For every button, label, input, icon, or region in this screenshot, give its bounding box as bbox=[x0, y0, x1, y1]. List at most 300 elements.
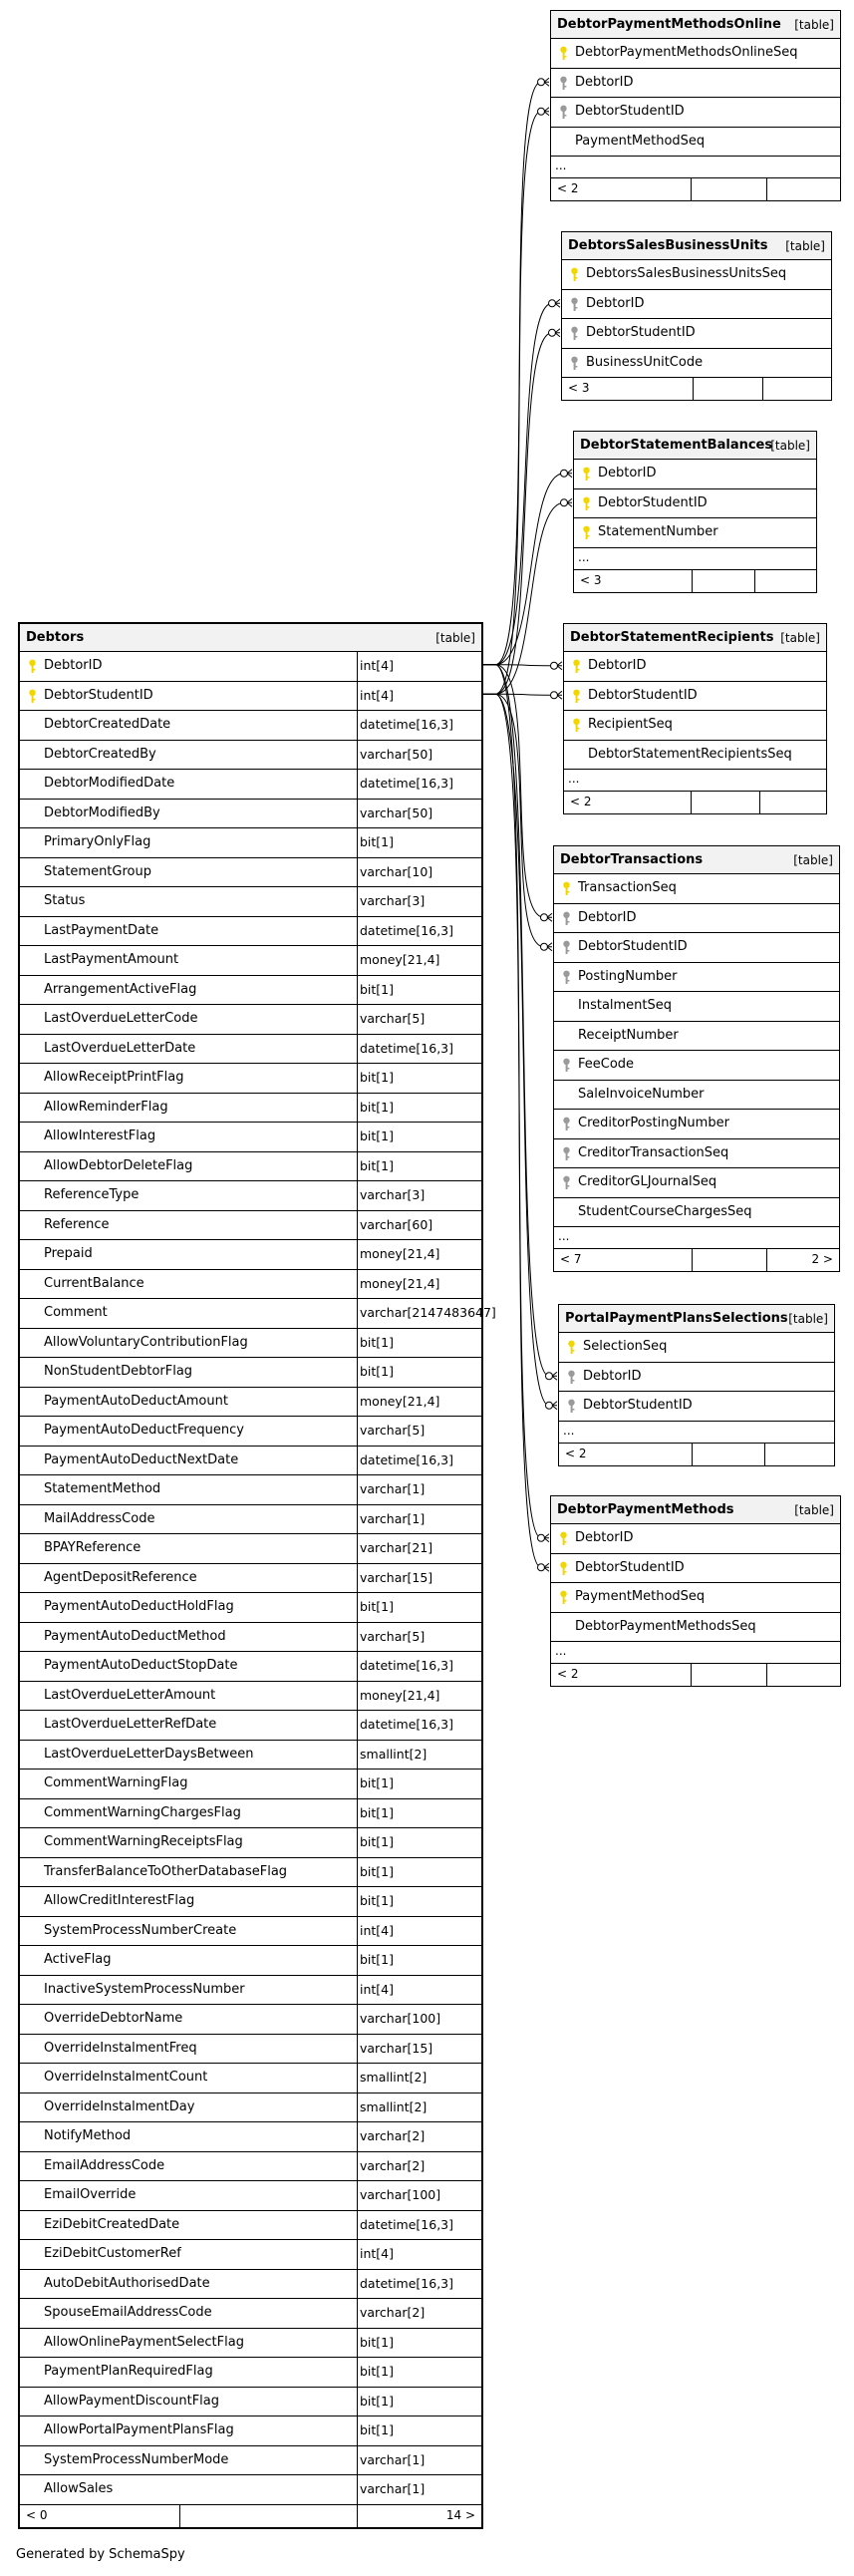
table-row[interactable] bbox=[20, 858, 481, 888]
column-divider bbox=[357, 1799, 358, 1828]
table-row[interactable] bbox=[554, 1081, 839, 1111]
column-divider bbox=[357, 1976, 358, 2005]
table-header bbox=[554, 846, 839, 874]
table-row[interactable] bbox=[20, 1976, 481, 2006]
table-row[interactable] bbox=[551, 1554, 840, 1584]
column-name: ActiveFlag bbox=[44, 1952, 112, 1967]
table-row[interactable] bbox=[20, 711, 481, 741]
column-divider bbox=[357, 1593, 358, 1622]
column-name: OverrideInstalmentFreq bbox=[44, 2040, 197, 2056]
column-divider bbox=[357, 770, 358, 799]
table-debtor-statement-balances[interactable] bbox=[573, 431, 817, 593]
table-row[interactable] bbox=[554, 1168, 839, 1198]
column-divider bbox=[357, 1270, 358, 1299]
more-columns-row bbox=[551, 1642, 840, 1664]
column-type: int[4] bbox=[360, 687, 395, 703]
table-row[interactable] bbox=[20, 1858, 481, 1888]
footer-left-count: < 2 bbox=[557, 181, 579, 195]
column-divider bbox=[357, 1417, 358, 1446]
column-name: DebtorStatementRecipientsSeq bbox=[588, 746, 792, 762]
column-type: varchar[15] bbox=[360, 1569, 433, 1585]
column-name: CreditorGLJournalSeq bbox=[578, 1174, 717, 1189]
column-divider bbox=[357, 2416, 358, 2445]
foreign-key-icon bbox=[562, 1146, 571, 1161]
table-row[interactable] bbox=[551, 98, 840, 128]
column-type: varchar[100] bbox=[360, 2187, 441, 2202]
column-name: NotifyMethod bbox=[44, 2128, 132, 2143]
primary-key-icon bbox=[28, 689, 37, 704]
column-name: ReceiptNumber bbox=[578, 1027, 679, 1043]
column-divider bbox=[357, 1887, 358, 1916]
table-row[interactable] bbox=[554, 904, 839, 934]
table-type-label: [table] bbox=[793, 853, 833, 867]
column-type: bit[1] bbox=[360, 1070, 395, 1085]
column-name: TransferBalanceToOtherDatabaseFlag bbox=[44, 1863, 288, 1879]
footer-left-count: < 2 bbox=[570, 795, 592, 808]
table-row[interactable] bbox=[20, 800, 481, 829]
table-row[interactable] bbox=[551, 1613, 840, 1643]
table-type-label: [table] bbox=[794, 1503, 834, 1517]
column-name: CommentWarningFlag bbox=[44, 1775, 188, 1790]
table-row[interactable] bbox=[554, 1139, 839, 1169]
table-row[interactable] bbox=[554, 992, 839, 1022]
column-type: money[21,4] bbox=[360, 1393, 440, 1409]
table-row[interactable] bbox=[551, 39, 840, 69]
table-row[interactable] bbox=[20, 1741, 481, 1771]
column-type: smallint[2] bbox=[360, 2070, 427, 2085]
column-type: datetime[16,3] bbox=[360, 2275, 454, 2291]
table-row[interactable] bbox=[20, 1240, 481, 1270]
column-divider bbox=[357, 887, 358, 916]
table-row[interactable] bbox=[551, 1524, 840, 1554]
table-row[interactable] bbox=[559, 1363, 834, 1393]
column-name: AllowPortalPaymentPlansFlag bbox=[44, 2422, 234, 2437]
column-divider bbox=[357, 976, 358, 1005]
table-debtor-payment-methods[interactable] bbox=[550, 1495, 841, 1687]
table-row[interactable] bbox=[20, 652, 481, 682]
column-type: bit[1] bbox=[360, 1157, 395, 1173]
column-divider bbox=[357, 682, 358, 711]
foreign-key-icon bbox=[559, 105, 568, 120]
table-row[interactable] bbox=[20, 2093, 481, 2123]
column-name: PaymentAutoDeductNextDate bbox=[44, 1451, 239, 1467]
column-name: DebtorID bbox=[575, 74, 634, 90]
primary-key-icon bbox=[567, 1340, 576, 1355]
column-type: bit[1] bbox=[360, 1834, 395, 1849]
column-type: int[4] bbox=[360, 2246, 395, 2261]
footer-divider bbox=[754, 570, 755, 592]
column-divider bbox=[357, 2446, 358, 2475]
table-row[interactable] bbox=[20, 1329, 481, 1359]
footer-divider bbox=[179, 2505, 180, 2527]
table-type-label: [table] bbox=[788, 1312, 828, 1326]
column-name: DebtorID bbox=[586, 295, 645, 311]
table-row[interactable] bbox=[20, 1917, 481, 1947]
table-row[interactable] bbox=[551, 69, 840, 99]
foreign-key-icon bbox=[562, 1175, 571, 1190]
table-row[interactable] bbox=[20, 1475, 481, 1505]
table-row[interactable] bbox=[574, 460, 816, 489]
table-row[interactable] bbox=[20, 1152, 481, 1182]
column-name: DebtorStudentID bbox=[598, 494, 708, 510]
table-row[interactable] bbox=[20, 2270, 481, 2300]
primary-key-icon bbox=[582, 525, 591, 540]
column-name: EmailOverride bbox=[44, 2187, 137, 2202]
footer-left-count: < 7 bbox=[560, 1252, 582, 1266]
column-name: EziDebitCustomerRef bbox=[44, 2246, 181, 2261]
column-divider bbox=[357, 2270, 358, 2299]
column-name: DebtorStudentID bbox=[578, 939, 688, 954]
table-row[interactable] bbox=[20, 887, 481, 917]
footer-divider bbox=[766, 1664, 767, 1686]
column-divider bbox=[357, 1240, 358, 1269]
column-type: int[4] bbox=[360, 1922, 395, 1938]
table-row[interactable] bbox=[554, 1110, 839, 1139]
table-row[interactable] bbox=[20, 1623, 481, 1653]
column-name: CommentWarningChargesFlag bbox=[44, 1804, 241, 1820]
column-divider bbox=[357, 2005, 358, 2034]
table-row[interactable] bbox=[20, 1770, 481, 1799]
table-row[interactable] bbox=[20, 770, 481, 800]
column-divider bbox=[357, 1623, 358, 1652]
column-name: LastOverdueLetterCode bbox=[44, 1011, 198, 1026]
table-row[interactable] bbox=[20, 1652, 481, 1682]
footer-right-count: 2 > bbox=[811, 1252, 833, 1266]
column-name: SystemProcessNumberCreate bbox=[44, 1922, 237, 1938]
more-columns-row bbox=[574, 548, 816, 570]
column-name: CreditorPostingNumber bbox=[578, 1116, 729, 1130]
column-type: datetime[16,3] bbox=[360, 2216, 454, 2232]
table-row[interactable] bbox=[562, 260, 831, 290]
column-divider bbox=[357, 1711, 358, 1740]
foreign-key-icon bbox=[562, 940, 571, 955]
table-row[interactable] bbox=[20, 2122, 481, 2152]
table-footer bbox=[554, 1249, 839, 1271]
column-divider bbox=[357, 1064, 358, 1093]
table-row[interactable] bbox=[20, 976, 481, 1006]
column-name: DebtorID bbox=[575, 1530, 634, 1545]
column-divider bbox=[357, 1094, 358, 1123]
table-row[interactable] bbox=[554, 1198, 839, 1228]
table-row[interactable] bbox=[20, 1887, 481, 1917]
column-type: money[21,4] bbox=[360, 1246, 440, 1261]
optional-marker-icon bbox=[561, 499, 568, 506]
column-divider bbox=[357, 2122, 358, 2151]
more-columns-row bbox=[554, 1227, 839, 1249]
table-row[interactable] bbox=[20, 2358, 481, 2388]
column-divider bbox=[357, 2388, 358, 2416]
column-type: varchar[2] bbox=[360, 2128, 426, 2143]
optional-marker-icon bbox=[538, 108, 545, 115]
column-divider bbox=[357, 1358, 358, 1387]
column-name: PaymentMethodSeq bbox=[575, 133, 706, 149]
table-row[interactable] bbox=[20, 1946, 481, 1976]
table-row[interactable] bbox=[562, 290, 831, 320]
more-columns-row bbox=[559, 1422, 834, 1444]
column-type: varchar[1] bbox=[360, 2451, 426, 2467]
table-row[interactable] bbox=[20, 1094, 481, 1124]
foreign-key-icon bbox=[562, 970, 571, 985]
table-row[interactable] bbox=[20, 1123, 481, 1152]
table-row[interactable] bbox=[20, 1828, 481, 1858]
footer-divider bbox=[691, 1664, 692, 1686]
table-row[interactable] bbox=[20, 1388, 481, 1418]
foreign-key-icon bbox=[570, 326, 579, 341]
table-row[interactable] bbox=[20, 1211, 481, 1241]
column-type: bit[1] bbox=[360, 1599, 395, 1614]
table-row[interactable] bbox=[551, 1583, 840, 1613]
column-divider bbox=[357, 828, 358, 857]
column-name: AllowOnlinePaymentSelectFlag bbox=[44, 2334, 244, 2350]
column-type: bit[1] bbox=[360, 2393, 395, 2409]
column-type: varchar[5] bbox=[360, 1628, 426, 1644]
table-type-label: [table] bbox=[794, 18, 834, 32]
column-divider bbox=[357, 1181, 358, 1210]
table-row[interactable] bbox=[20, 2181, 481, 2211]
table-row[interactable] bbox=[20, 1005, 481, 1035]
column-type: money[21,4] bbox=[360, 1275, 440, 1291]
table-row[interactable] bbox=[559, 1392, 834, 1422]
column-divider bbox=[357, 2152, 358, 2181]
column-type: bit[1] bbox=[360, 1952, 395, 1967]
table-row[interactable] bbox=[551, 128, 840, 158]
column-divider bbox=[357, 1211, 358, 1240]
column-type: datetime[16,3] bbox=[360, 776, 454, 791]
table-row[interactable] bbox=[20, 917, 481, 947]
footer-divider bbox=[692, 1444, 693, 1465]
column-name: CommentWarningReceiptsFlag bbox=[44, 1834, 243, 1849]
primary-key-icon bbox=[559, 1531, 568, 1546]
relationship-line bbox=[483, 474, 572, 665]
table-row[interactable] bbox=[20, 1181, 481, 1211]
table-row[interactable] bbox=[554, 1022, 839, 1052]
table-row[interactable] bbox=[564, 711, 826, 741]
column-name: ArrangementActiveFlag bbox=[44, 981, 197, 997]
table-row[interactable] bbox=[20, 1447, 481, 1476]
column-name: DebtorPaymentMethodsSeq bbox=[575, 1618, 756, 1634]
column-name: LastOverdueLetterRefDate bbox=[44, 1717, 217, 1732]
column-name: SaleInvoiceNumber bbox=[578, 1086, 705, 1102]
table-row[interactable] bbox=[559, 1333, 834, 1363]
primary-key-icon bbox=[582, 467, 591, 482]
footer-divider bbox=[766, 178, 767, 200]
table-row[interactable] bbox=[574, 518, 816, 548]
table-row[interactable] bbox=[20, 1711, 481, 1741]
column-name: PaymentAutoDeductFrequency bbox=[44, 1423, 244, 1438]
table-row[interactable] bbox=[20, 2299, 481, 2329]
generated-by-label: Generated by SchemaSpy bbox=[16, 2547, 185, 2562]
table-portal-payment-plans-selections[interactable] bbox=[558, 1304, 835, 1466]
table-row[interactable] bbox=[564, 682, 826, 712]
column-divider bbox=[357, 1770, 358, 1798]
table-row[interactable] bbox=[20, 1682, 481, 1712]
table-row[interactable] bbox=[554, 874, 839, 904]
table-footer bbox=[564, 792, 826, 813]
column-divider bbox=[357, 1299, 358, 1328]
column-type: int[4] bbox=[360, 1981, 395, 1997]
table-row[interactable] bbox=[554, 1051, 839, 1081]
column-type: bit[1] bbox=[360, 834, 395, 849]
foreign-key-icon bbox=[562, 1117, 571, 1131]
column-name: LastPaymentAmount bbox=[44, 952, 179, 967]
column-type: varchar[15] bbox=[360, 2040, 433, 2056]
column-divider bbox=[357, 2299, 358, 2328]
column-name: DebtorID bbox=[44, 658, 103, 673]
table-name: Debtors bbox=[26, 630, 85, 645]
table-row[interactable] bbox=[20, 1270, 481, 1300]
column-type: datetime[16,3] bbox=[360, 1040, 454, 1056]
column-name: AllowReceiptPrintFlag bbox=[44, 1070, 184, 1085]
table-row[interactable] bbox=[20, 828, 481, 858]
table-debtor-transactions[interactable] bbox=[553, 845, 840, 1272]
table-row[interactable] bbox=[562, 349, 831, 379]
column-divider bbox=[357, 2064, 358, 2093]
column-name: DebtorCreatedDate bbox=[44, 717, 171, 732]
table-row[interactable] bbox=[20, 2152, 481, 2182]
footer-divider bbox=[759, 792, 760, 813]
column-type: varchar[5] bbox=[360, 1423, 426, 1438]
column-name: DebtorCreatedBy bbox=[44, 746, 156, 762]
table-debtors-sales-business-units[interactable] bbox=[561, 231, 832, 401]
column-type: bit[1] bbox=[360, 1775, 395, 1790]
table-row[interactable] bbox=[20, 2211, 481, 2241]
table-debtor-statement-recipients[interactable] bbox=[563, 623, 827, 814]
footer-divider bbox=[691, 792, 692, 813]
foreign-key-icon bbox=[567, 1399, 576, 1414]
table-row[interactable] bbox=[20, 1417, 481, 1447]
column-type: varchar[3] bbox=[360, 1187, 426, 1202]
optional-marker-icon bbox=[546, 1373, 553, 1380]
table-row[interactable] bbox=[20, 1564, 481, 1594]
table-row[interactable] bbox=[20, 1799, 481, 1829]
table-row[interactable] bbox=[20, 2388, 481, 2417]
table-name: DebtorStatementBalances bbox=[580, 438, 773, 453]
table-row[interactable] bbox=[20, 741, 481, 771]
footer-divider bbox=[766, 1249, 767, 1271]
column-name: LastOverdueLetterDaysBetween bbox=[44, 1746, 254, 1762]
more-columns-row bbox=[551, 157, 840, 178]
column-divider bbox=[357, 1946, 358, 1975]
table-row[interactable] bbox=[20, 1299, 496, 1329]
table-row[interactable] bbox=[20, 2475, 481, 2505]
column-divider bbox=[357, 1329, 358, 1358]
column-divider bbox=[357, 2358, 358, 2387]
column-name: DebtorID bbox=[578, 909, 637, 925]
foreign-key-icon bbox=[570, 356, 579, 371]
table-row[interactable] bbox=[554, 963, 839, 993]
optional-marker-icon bbox=[549, 300, 556, 307]
column-divider bbox=[357, 2093, 358, 2122]
primary-key-icon bbox=[28, 659, 37, 674]
optional-marker-icon bbox=[541, 943, 548, 950]
table-type-label: [table] bbox=[435, 631, 475, 645]
table-row[interactable] bbox=[564, 741, 826, 771]
column-divider bbox=[357, 946, 358, 975]
more-columns-row bbox=[564, 770, 826, 792]
column-divider bbox=[357, 1152, 358, 1181]
column-type: varchar[21] bbox=[360, 1540, 433, 1555]
column-name: AgentDepositReference bbox=[44, 1569, 197, 1585]
column-name: AllowVoluntaryContributionFlag bbox=[44, 1334, 248, 1350]
table-debtors[interactable] bbox=[18, 622, 496, 2529]
footer-left-count: < 2 bbox=[557, 1667, 579, 1681]
column-name: Prepaid bbox=[44, 1246, 93, 1261]
table-debtor-payment-methods-online[interactable] bbox=[550, 10, 841, 201]
table-row[interactable] bbox=[20, 1593, 481, 1623]
table-row[interactable] bbox=[564, 652, 826, 682]
column-type: money[21,4] bbox=[360, 1687, 440, 1703]
column-type: datetime[16,3] bbox=[360, 1658, 454, 1673]
column-divider bbox=[357, 1475, 358, 1504]
table-header bbox=[559, 1305, 834, 1333]
table-row[interactable] bbox=[20, 946, 481, 976]
optional-marker-icon bbox=[538, 1564, 545, 1571]
table-row[interactable] bbox=[20, 1358, 481, 1388]
column-name: OverrideInstalmentCount bbox=[44, 2070, 208, 2085]
table-row[interactable] bbox=[574, 489, 816, 519]
optional-marker-icon bbox=[546, 1402, 553, 1409]
column-divider bbox=[357, 1828, 358, 1857]
column-name: AllowDebtorDeleteFlag bbox=[44, 1157, 193, 1173]
table-row[interactable] bbox=[554, 933, 839, 963]
footer-divider bbox=[693, 378, 694, 400]
table-row[interactable] bbox=[20, 2064, 481, 2093]
table-row[interactable] bbox=[20, 2005, 481, 2035]
table-footer bbox=[20, 2505, 481, 2527]
optional-marker-icon bbox=[541, 914, 548, 921]
column-type: bit[1] bbox=[360, 1099, 395, 1115]
column-name: PaymentAutoDeductHoldFlag bbox=[44, 1599, 234, 1614]
table-row[interactable] bbox=[20, 1064, 481, 1094]
table-row[interactable] bbox=[20, 2035, 481, 2065]
table-row[interactable] bbox=[20, 682, 481, 712]
column-name: SelectionSeq bbox=[583, 1339, 668, 1354]
column-divider bbox=[357, 711, 358, 740]
table-row[interactable] bbox=[20, 1035, 481, 1065]
table-row[interactable] bbox=[20, 2240, 481, 2270]
column-name: PaymentAutoDeductMethod bbox=[44, 1628, 226, 1644]
ellipsis: ... bbox=[563, 1423, 575, 1438]
foreign-key-icon bbox=[562, 911, 571, 926]
column-type: smallint[2] bbox=[360, 2098, 427, 2114]
table-row[interactable] bbox=[20, 2416, 481, 2446]
footer-divider bbox=[762, 378, 763, 400]
column-type: varchar[50] bbox=[360, 746, 433, 762]
column-type: varchar[100] bbox=[360, 2011, 441, 2026]
column-type: datetime[16,3] bbox=[360, 922, 454, 938]
column-name: InstalmentSeq bbox=[578, 998, 673, 1013]
table-header bbox=[564, 624, 826, 652]
table-row[interactable] bbox=[20, 1534, 481, 1564]
table-name: DebtorTransactions bbox=[560, 852, 704, 867]
table-row[interactable] bbox=[562, 319, 831, 349]
table-row[interactable] bbox=[20, 2329, 481, 2359]
table-row[interactable] bbox=[20, 2446, 481, 2476]
table-row[interactable] bbox=[20, 1505, 481, 1535]
ellipsis: ... bbox=[555, 1644, 567, 1658]
column-type: smallint[2] bbox=[360, 1746, 427, 1762]
column-name: DebtorStudentID bbox=[588, 687, 698, 703]
column-type: bit[1] bbox=[360, 1364, 395, 1379]
footer-divider bbox=[764, 1444, 765, 1465]
column-type: bit[1] bbox=[360, 1863, 395, 1879]
column-divider bbox=[357, 1447, 358, 1475]
foreign-key-icon bbox=[559, 76, 568, 91]
optional-marker-icon bbox=[561, 470, 568, 477]
column-name: AllowReminderFlag bbox=[44, 1099, 168, 1115]
column-name: PrimaryOnlyFlag bbox=[44, 834, 151, 849]
foreign-key-icon bbox=[562, 1058, 571, 1073]
